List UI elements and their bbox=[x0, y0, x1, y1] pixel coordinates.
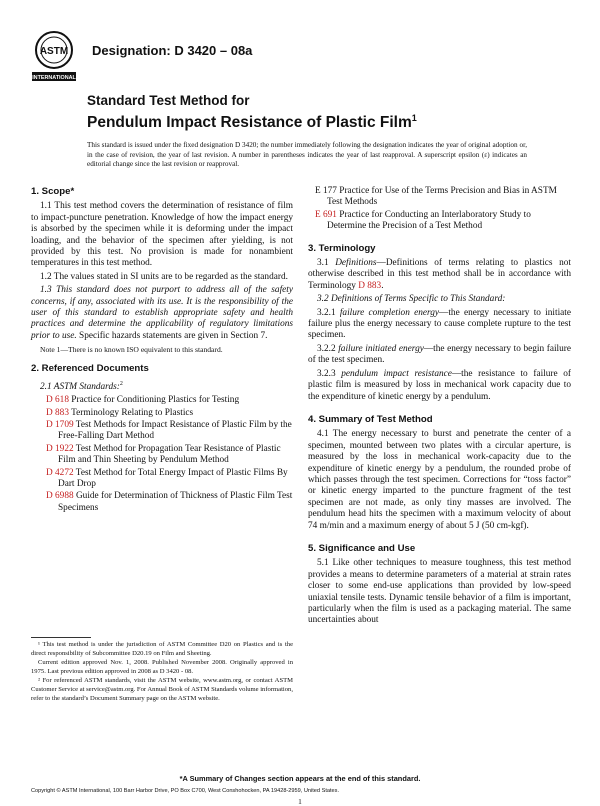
summary-of-changes-note: *A Summary of Changes section appears at the end of this standard. bbox=[179, 774, 421, 783]
scope-1-1: 1.1 This test method covers the determination of resistance of film to impact-puncture penetration. Knowledge of how the impact energy is absorbed by the specimen while it is deforming under the impact loading, and the behavior of the specimen after yielding, is not provided by this test. No provision is made for nonambient temperatures in this test method. bbox=[31, 201, 293, 269]
footnote-1b: Current edition approved Nov. 1, 2008. Published November 2008. Originally approved in 1975. Last previous edition approved in 2008 as D 3420 - 08. bbox=[31, 659, 293, 675]
scope-1-3-tail: Specific hazards statements are given in Section 7. bbox=[76, 330, 268, 341]
footnote-1: ¹ This test method is under the jurisdiction of ASTM Committee D20 on Plastics and is the direct responsibility of Subcommittee D20.19 on Film and Sheeting. bbox=[31, 641, 293, 657]
reference-item: D 6988 Guide for Determination of Thickness of Plastic Film Test Specimens bbox=[46, 491, 293, 513]
reference-link[interactable]: D 883 bbox=[46, 407, 69, 418]
terminology-3-2: 3.2 Definitions of Terms Specific to This Standard: bbox=[317, 294, 506, 305]
reference-item: D 4272 Test Method for Total Energy Impact of Plastic Films By Dart Drop bbox=[46, 467, 288, 490]
scope-1-3-italic: 1.3 This standard does not purport to address all of the safety concerns, if any, associated with its use. It is the responsibility of the user of this standard to establish appropriate safety and health practices and determine the applicability of regulatory limitations prior to use. bbox=[31, 285, 293, 341]
footnotes bbox=[31, 637, 293, 704]
reference-item: D 883 Terminology Relating to Plastics bbox=[46, 407, 194, 418]
reference-item: D 618 Practice for Conditioning Plastics for Testing bbox=[46, 395, 240, 406]
logo-text: ASTM bbox=[39, 46, 69, 57]
footnote-rule bbox=[31, 637, 91, 638]
title-line-1: Standard Test Method for bbox=[87, 93, 250, 108]
issued-note: This standard is issued under the fixed designation D 3420; the number immediately following the designation indicates the year of original adoption or, in the case of revision, the year of last revision. A number in parentheses indicates the year of last reapproval. A superscript epsilon (ε) indicates an editorial change since the last revision or reapproval. bbox=[87, 141, 527, 168]
document-title bbox=[87, 93, 547, 132]
reference-item: E 177 Practice for Use of the Terms Precision and Bias in ASTM Test Methods bbox=[315, 186, 557, 208]
terminology-3-2-1: 3.2.1 failure completion energy—the energy necessary to initiate failure plus the energy necessary to cause complete rupture to the test specimen. bbox=[308, 307, 571, 341]
significance-heading: 5. Significance and Use bbox=[308, 542, 416, 554]
summary-heading: 4. Summary of Test Method bbox=[308, 413, 433, 425]
logo-subtext: INTERNATIONAL bbox=[32, 75, 76, 81]
reference-item: D 1922 Test Method for Propagation Tear Resistance of Plastic Film and Thin Sheeting by Pendulum Method bbox=[46, 443, 281, 466]
terminology-heading: 3. Terminology bbox=[308, 242, 376, 254]
reference-link[interactable]: D 1922 bbox=[46, 443, 74, 454]
significance-5-1: 5.1 Like other techniques to measure toughness, this test method provides a means to determine parameters of a material at strain rates closer to some end-use applications than provided by low-speed uniaxial tensile tests. Dynamic tensile behavior of a film is important, particularly when the film is used as a packaging material. The same uncertainties about bbox=[308, 558, 571, 626]
footnote-2: ² For referenced ASTM standards, visit the ASTM website, www.astm.org, or contact ASTM Customer Service at service@astm.org. For Annual Book of ASTM Standards volume information, refer to the standard’s Document Summary page on the ASTM website. bbox=[31, 677, 293, 702]
title-main: Pendulum Impact Resistance of Plastic Film bbox=[87, 114, 412, 132]
reference-item: E 691 Practice for Conducting an Interlaboratory Study to Determine the Precision of a Test Method bbox=[315, 209, 531, 232]
reference-link[interactable]: D 6988 bbox=[46, 491, 74, 502]
copyright: Copyright © ASTM International, 100 Barr Harbor Drive, PO Box C700, West Conshohocken, PA 19428-2959, United States. bbox=[31, 788, 339, 794]
scope-1-3 bbox=[31, 285, 293, 342]
reference-code: E 177 bbox=[315, 186, 337, 196]
reference-link[interactable]: D 1709 bbox=[46, 420, 74, 430]
references-heading: 2. Referenced Documents bbox=[31, 363, 149, 375]
reference-link[interactable]: D 618 bbox=[46, 395, 69, 406]
reference-link[interactable]: D 4272 bbox=[46, 467, 74, 478]
scope-1-2: 1.2 The values stated in SI units are to be regarded as the standard. bbox=[40, 271, 288, 282]
right-column bbox=[308, 186, 571, 629]
scope-heading: 1. Scope* bbox=[31, 186, 75, 197]
reference-link[interactable]: D 883 bbox=[358, 280, 382, 291]
terminology-3-2-2: 3.2.2 failure initiated energy—the energy necessary to begin failure of the test specimen. bbox=[308, 343, 571, 366]
summary-4-1: 4.1 The energy necessary to burst and penetrate the center of a specimen, mounted between two plates with a circular aperture, is measured by the loss in mechanical work-capacity due to the expenditure of kinetic energy by a pendulum, the rounded probe of which passes through the test specimen. Corrections for “toss factor” or kinetic energy imparted to the puncture fragment of the test specimen are not made, as only tiny masses are involved. The pendulum head hits the specimen with a maximum velocity of about 74 m/min and a maximum energy of about 5 J (50 cm-kgf). bbox=[308, 429, 571, 531]
terminology-3-1: 3.1 Definitions—Definitions of terms relating to plastics not otherwise described in this test method shall be in accordance with Terminology D 883. bbox=[308, 258, 571, 291]
title-line-2 bbox=[87, 109, 547, 132]
astm-logo-icon bbox=[30, 28, 78, 86]
reference-item: D 1709 Test Methods for Impact Resistance of Plastic Film by the Free-Falling Dart Method bbox=[46, 420, 292, 442]
designation: Designation: D 3420 – 08a bbox=[92, 43, 253, 58]
left-column bbox=[31, 186, 293, 515]
references-intro: 2.1 ASTM Standards:$^2$ bbox=[40, 380, 123, 392]
page-number: 1 bbox=[298, 797, 302, 806]
title-footnote-mark: 1 bbox=[411, 113, 417, 123]
reference-link[interactable]: E 691 bbox=[315, 209, 337, 220]
scope-note: Note 1—There is no known ISO equivalent to this standard. bbox=[40, 345, 223, 355]
terminology-3-2-3: 3.2.3 pendulum impact resistance—the resistance to failure of plastic film is measured by loss in mechanical work capacity due to the expenditure of kinetic energy by a pendulum. bbox=[308, 368, 572, 402]
